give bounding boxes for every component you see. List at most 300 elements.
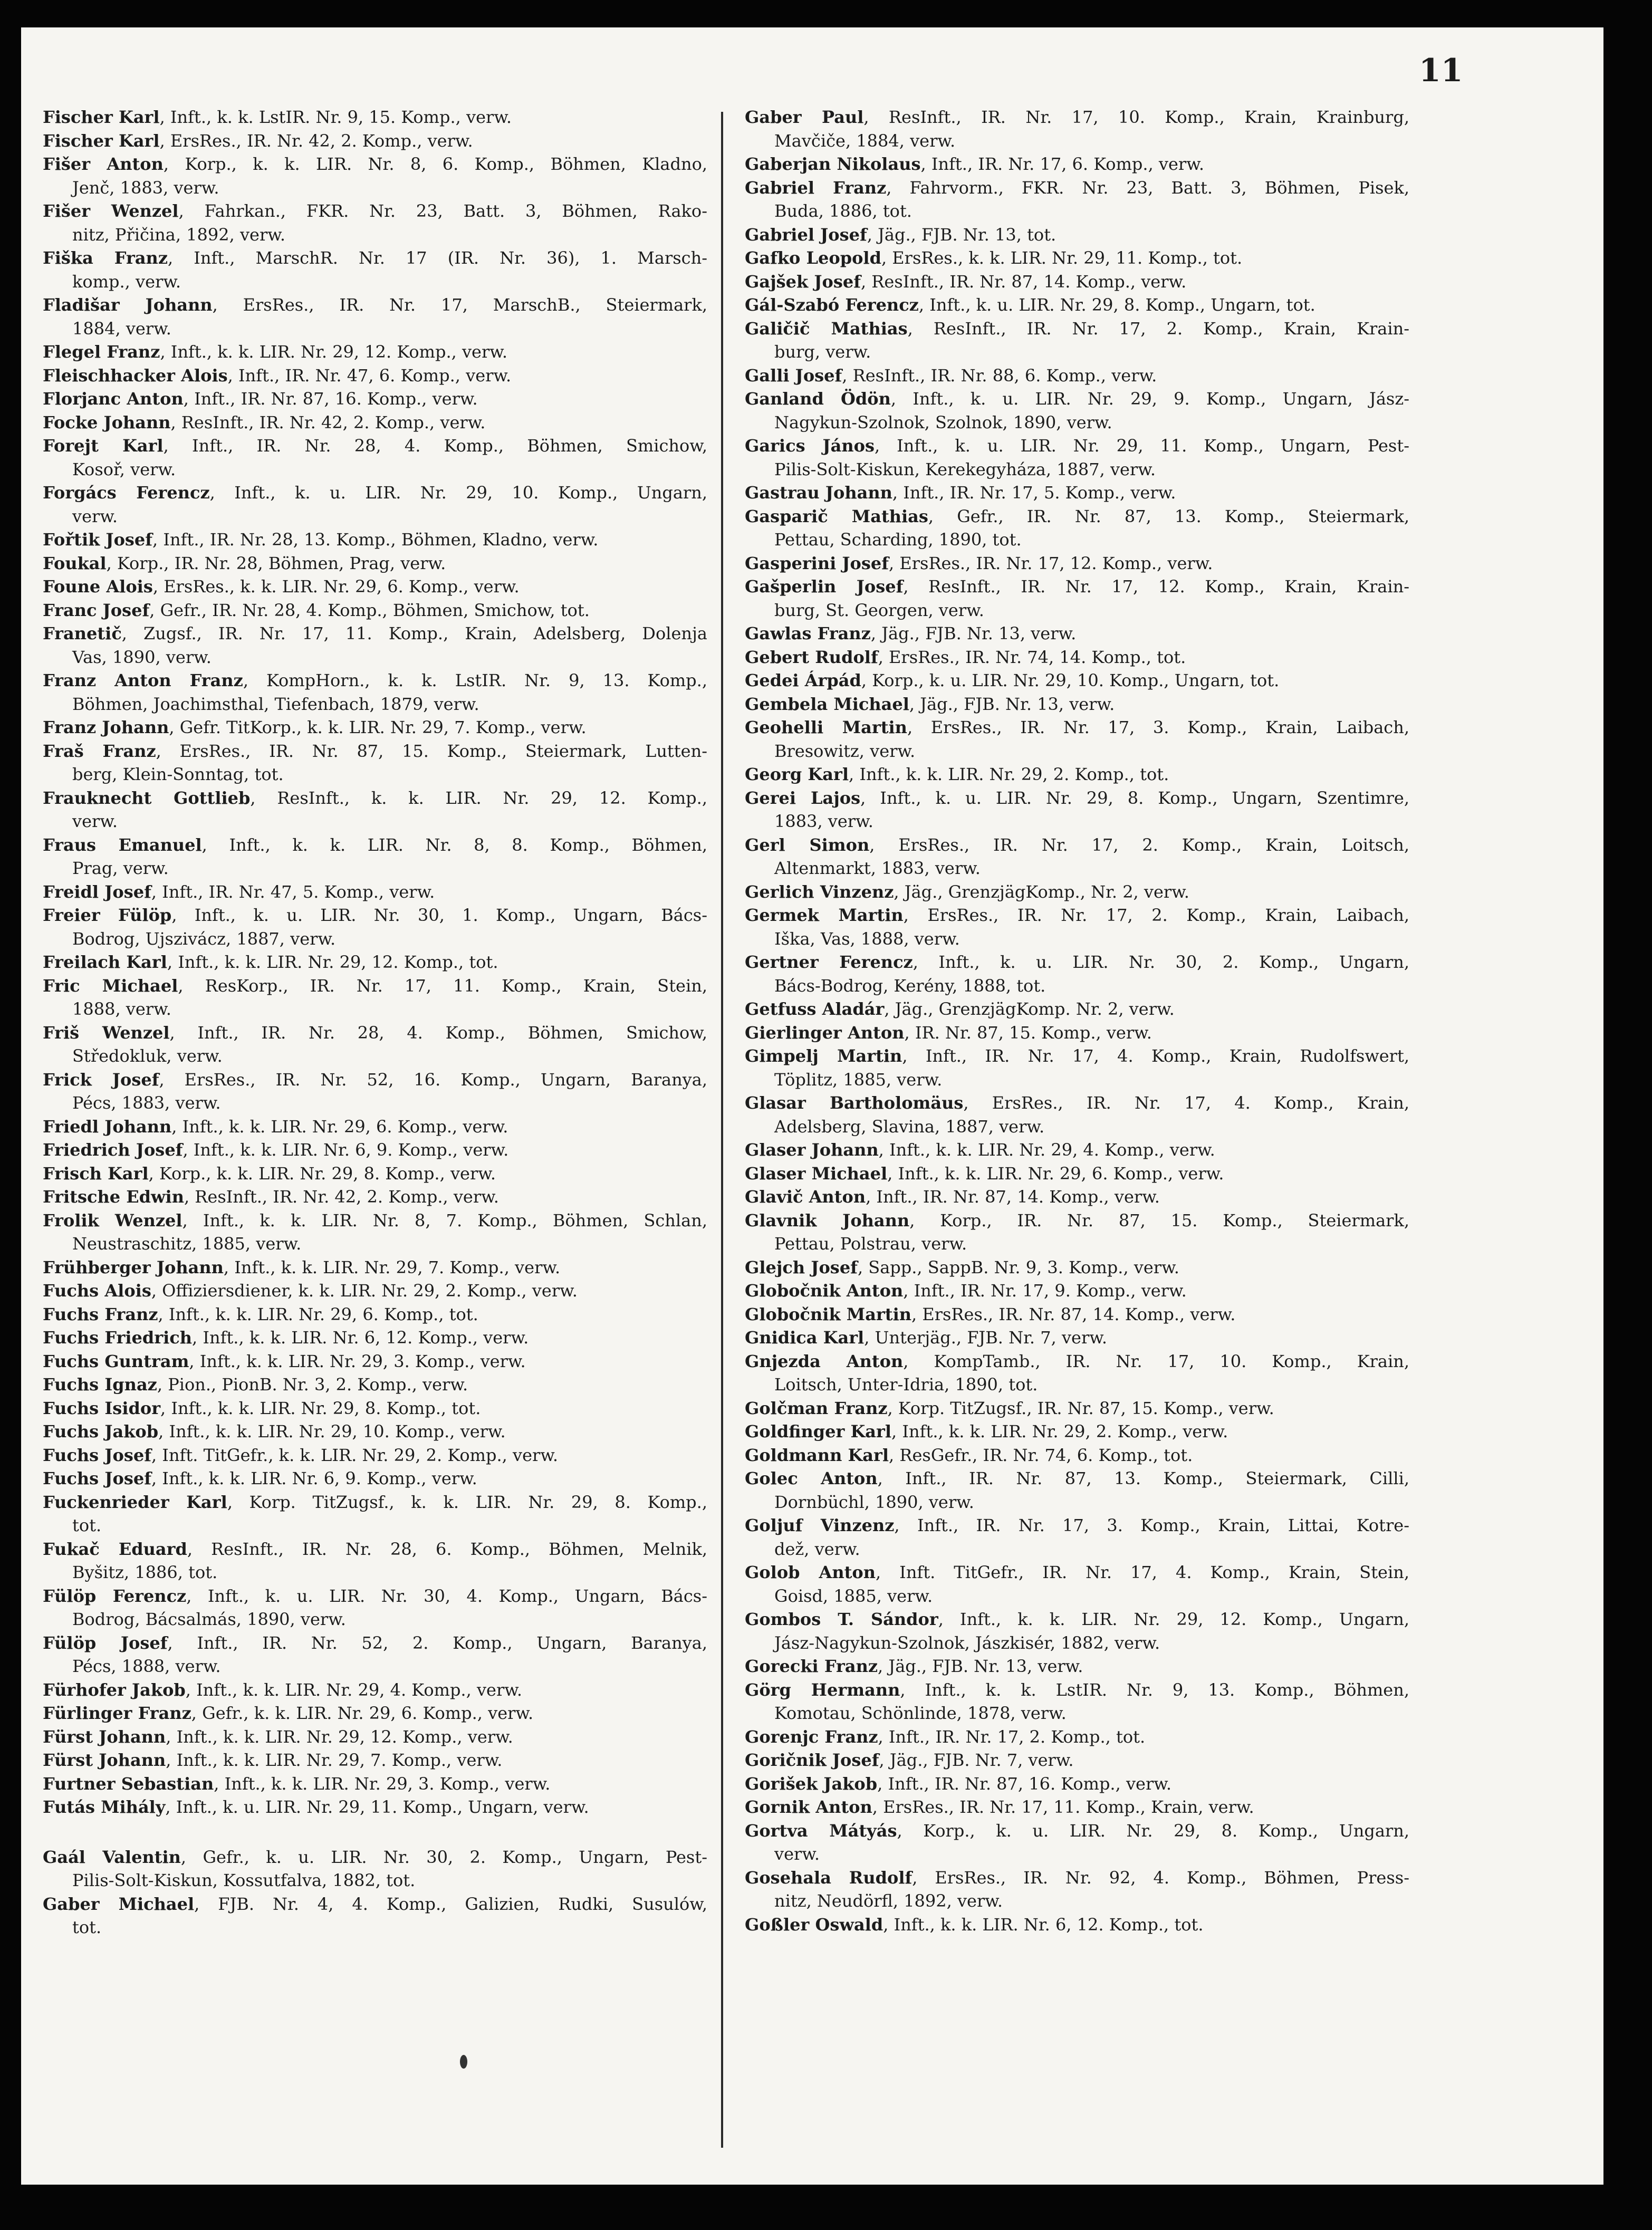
entry-line: Fürhofer Jakob, Inft., k. k. LIR. Nr. 29, 4. Komp., verw. [43, 1679, 523, 1700]
register-entry [43, 434, 707, 481]
entry-name: Getfuss Aladár [745, 999, 885, 1019]
entry-name: Gertner Ferencz [745, 952, 913, 972]
register-entry [745, 1138, 1409, 1162]
entry-name: Foukal [43, 553, 107, 573]
register-entry [43, 1162, 707, 1186]
entry-line: Freidl Josef, Inft., IR. Nr. 47, 5. Komp., verw. [43, 881, 435, 902]
register-entry [43, 669, 707, 716]
entry-line: Glaser Michael, Inft., k. k. LIR. Nr. 29, 6. Komp., verw. [745, 1163, 1224, 1184]
entry-name: Glasar Bartholomäus [745, 1093, 964, 1113]
entry-name: Fraus Emanuel [43, 834, 202, 855]
register-entry [745, 387, 1409, 434]
entry-line: Gawlas Franz, Jäg., FJB. Nr. 13, verw. [745, 623, 1077, 643]
entry-name: Glaser Michael [745, 1163, 888, 1184]
entry-name: Gortva Mátyás [745, 1820, 897, 1841]
register-entry [43, 716, 707, 739]
entry-name: Gosehala Rudolf [745, 1867, 913, 1888]
entry-line: Fuchs Franz, Inft., k. k. LIR. Nr. 29, 6. Komp., tot. [43, 1304, 478, 1324]
register-entry [745, 1772, 1409, 1796]
entry-name: Glavič Anton [745, 1187, 866, 1207]
register-entry [745, 434, 1409, 481]
register-entry [43, 152, 707, 199]
register-entry [43, 1795, 707, 1819]
register-entry [43, 552, 707, 575]
ink-mark [460, 2055, 467, 2069]
register-entry [745, 1514, 1409, 1561]
register-entry [745, 1655, 1409, 1678]
entry-line: Friedl Johann, Inft., k. k. LIR. Nr. 29, 6. Komp., verw. [43, 1116, 508, 1137]
entry-name: Fritsche Edwin [43, 1187, 184, 1207]
entry-continuation-line: Bodrog, Bácsalmás, 1890, verw. [72, 1609, 346, 1629]
register-entry [43, 1209, 707, 1256]
entry-line: Fuchs Friedrich, Inft., k. k. LIR. Nr. 6, 12. Komp., verw. [43, 1328, 529, 1348]
entry-line: Flegel Franz, Inft., k. k. LIR. Nr. 29, 12. Komp., verw. [43, 342, 508, 362]
entry-name: Franc Josef [43, 600, 150, 620]
entry-name: Gnidica Karl [745, 1328, 865, 1348]
entry-line: Gedei Árpád, Korp., k. u. LIR. Nr. 29, 10. Komp., Ungarn, tot. [745, 670, 1280, 690]
register-entry [745, 1279, 1409, 1303]
entry-name: Freidl Josef [43, 881, 151, 902]
entry-name: Globočnik Martin [745, 1304, 911, 1324]
entry-name: Fleischhacker Alois [43, 365, 228, 386]
entry-name: Gedei Árpád [745, 670, 861, 690]
entry-continuation-line: Pettau, Polstrau, verw. [774, 1234, 967, 1254]
entry-line: Fiška Franz, Inft., MarschR. Nr. 17 (IR. Nr. 36), 1. Marsch- [43, 248, 707, 268]
entry-continuation-line: Kosoř, verw. [72, 459, 176, 479]
entry-name: Gerei Lajos [745, 787, 861, 808]
entry-continuation-line: 1883, verw. [774, 811, 873, 831]
register-entry [745, 481, 1409, 505]
entry-continuation-line: Bács-Bodrog, Kerény, 1888, tot. [774, 975, 1046, 996]
entry-continuation-line: Jenč, 1883, verw. [72, 177, 219, 198]
register-entry [745, 270, 1409, 294]
register-entry [745, 1913, 1409, 1937]
section-gap [43, 1819, 707, 1845]
entry-continuation-line: Bodrog, Ujszivácz, 1887, verw. [72, 928, 336, 949]
register-entry [745, 1608, 1409, 1655]
entry-continuation-line: dež, verw. [774, 1539, 860, 1559]
entry-continuation-line: 1888, verw. [72, 999, 171, 1019]
entry-line: Frick Josef, ErsRes., IR. Nr. 52, 16. Komp., Ungarn, Baranya, [43, 1069, 707, 1090]
entry-line: Fuchs Alois, Offiziersdiener, k. k. LIR. Nr. 29, 2. Komp., verw. [43, 1281, 578, 1301]
register-entry [43, 199, 707, 246]
entry-line: Goljuf Vinzenz, Inft., IR. Nr. 17, 3. Komp., Krain, Littai, Kotre- [745, 1515, 1409, 1535]
entry-continuation-line: Pécs, 1888, verw. [72, 1656, 221, 1676]
entry-continuation-line: komp., verw. [72, 271, 181, 292]
entry-line: Friedrich Josef, Inft., k. k. LIR. Nr. 6, 9. Komp., verw. [43, 1140, 509, 1160]
entry-line: Gorecki Franz, Jäg., FJB. Nr. 13, verw. [745, 1656, 1083, 1676]
entry-line: Gerlich Vinzenz, Jäg., GrenzjägKomp., Nr. 2, verw. [745, 881, 1189, 902]
entry-line: Gál-Szabó Ferencz, Inft., k. u. LIR. Nr. 29, 8. Komp., Ungarn, tot. [745, 295, 1315, 315]
entry-line: Frühberger Johann, Inft., k. k. LIR. Nr. 29, 7. Komp., verw. [43, 1257, 561, 1277]
entry-line: Gosehala Rudolf, ErsRes., IR. Nr. 92, 4. Komp., Böhmen, Press- [745, 1867, 1409, 1888]
register-entry [43, 1397, 707, 1420]
entry-continuation-line: Komotau, Schönlinde, 1878, verw. [774, 1703, 1067, 1723]
entry-name: Goldmann Karl [745, 1445, 889, 1465]
entry-line: Galičič Mathias, ResInft., IR. Nr. 17, 2. Komp., Krain, Krain- [745, 318, 1409, 339]
entry-continuation-line: Goisd, 1885, verw. [774, 1585, 933, 1606]
entry-name: Gorecki Franz [745, 1656, 878, 1676]
entry-line: Galli Josef, ResInft., IR. Nr. 88, 6. Komp., verw. [745, 365, 1157, 386]
entry-name: Fürhofer Jakob [43, 1679, 186, 1700]
register-entry [43, 1845, 707, 1892]
entry-name: Gimpelj Martin [745, 1046, 902, 1066]
left-column [43, 105, 707, 1939]
entry-name: Friedrich Josef [43, 1140, 183, 1160]
register-entry [745, 1326, 1409, 1350]
register-entry [745, 763, 1409, 786]
entry-continuation-line: Mavčiče, 1884, verw. [774, 130, 956, 151]
entry-name: Focke Johann [43, 412, 171, 432]
entry-line: Freilach Karl, Inft., k. k. LIR. Nr. 29, 12. Komp., tot. [43, 952, 498, 972]
entry-line: Fülöp Josef, Inft., IR. Nr. 52, 2. Komp., Ungarn, Baranya, [43, 1632, 707, 1653]
entry-name: Gál-Szabó Ferencz [745, 295, 919, 315]
entry-line: Fořtik Josef, Inft., IR. Nr. 28, 13. Komp., Böhmen, Kladno, verw. [43, 530, 599, 550]
entry-name: Golob Anton [745, 1562, 876, 1582]
register-entry [43, 1892, 707, 1939]
entry-line: Gaál Valentin, Gefr., k. u. LIR. Nr. 30, 2. Komp., Ungarn, Pest- [43, 1847, 707, 1867]
entry-name: Germek Martin [745, 905, 904, 925]
entry-name: Gaber Paul [745, 107, 864, 127]
column-divider [721, 112, 723, 2148]
register-entry [745, 1795, 1409, 1819]
register-entry [745, 293, 1409, 317]
register-entry [745, 1678, 1409, 1725]
entry-name: Friedl Johann [43, 1116, 172, 1137]
entry-continuation-line: Adelsberg, Slavina, 1887, verw. [774, 1116, 1045, 1137]
entry-name: Gaberjan Nikolaus [745, 154, 921, 174]
register-entry [43, 622, 707, 669]
entry-continuation-line: Pilis-Solt-Kiskun, Kossutfalva, 1882, tot. [72, 1870, 416, 1890]
entry-name: Franetič [43, 623, 122, 643]
entry-name: Garics János [745, 436, 875, 456]
entry-line: Globočnik Anton, Inft., IR. Nr. 17, 9. Komp., verw. [745, 1281, 1187, 1301]
register-entry [43, 1748, 707, 1772]
entry-continuation-line: burg, verw. [774, 342, 871, 362]
register-entry [43, 1772, 707, 1796]
register-entry [43, 950, 707, 974]
register-entry [745, 1162, 1409, 1186]
register-entry [745, 505, 1409, 552]
entry-name: Geohelli Martin [745, 717, 907, 737]
entry-line: Fischer Karl, ErsRes., IR. Nr. 42, 2. Komp., verw. [43, 130, 473, 151]
register-entry [43, 105, 707, 129]
entry-line: Gastrau Johann, Inft., IR. Nr. 17, 5. Komp., verw. [745, 483, 1176, 503]
entry-name: Georg Karl [745, 764, 849, 784]
page-number: 11 [1419, 52, 1463, 89]
entry-line: Gierlinger Anton, IR. Nr. 87, 15. Komp., verw. [745, 1022, 1152, 1043]
entry-continuation-line: Jász-Nagykun-Szolnok, Jászkisér, 1882, verw. [774, 1632, 1160, 1653]
entry-line: Foukal, Korp., IR. Nr. 28, Böhmen, Prag, verw. [43, 553, 446, 573]
entry-line: Franz Anton Franz, KompHorn., k. k. LstIR. Nr. 9, 13. Komp., [43, 670, 707, 690]
register-entry [43, 246, 707, 293]
register-entry [745, 997, 1409, 1021]
register-entry [43, 1537, 707, 1584]
entry-line: Forgács Ferencz, Inft., k. u. LIR. Nr. 29, 10. Komp., Ungarn, [43, 483, 707, 503]
entry-name: Fišer Anton [43, 154, 164, 174]
entry-line: Gasperini Josef, ErsRes., IR. Nr. 17, 12. Komp., verw. [745, 553, 1213, 573]
entry-line: Fuchs Josef, Inft., k. k. LIR. Nr. 6, 9. Komp., verw. [43, 1468, 477, 1488]
entry-line: Gombos T. Sándor, Inft., k. k. LIR. Nr. 29, 12. Komp., Ungarn, [745, 1609, 1409, 1629]
register-entry [43, 1725, 707, 1749]
entry-line: Fürlinger Franz, Gefr., k. k. LIR. Nr. 29, 6. Komp., verw. [43, 1703, 534, 1723]
entry-name: Fuchs Franz [43, 1304, 158, 1324]
entry-name: Glaser Johann [745, 1140, 879, 1160]
entry-name: Gaber Michael [43, 1893, 195, 1914]
entry-name: Franz Anton Franz [43, 670, 243, 690]
entry-name: Ganland Ödön [745, 389, 891, 409]
entry-line: Fritsche Edwin, ResInft., IR. Nr. 42, 2. Komp., verw. [43, 1187, 499, 1207]
entry-continuation-line: verw. [72, 506, 118, 526]
entry-line: Forejt Karl, Inft., IR. Nr. 28, 4. Komp., Böhmen, Smichow, [43, 436, 707, 456]
entry-continuation-line: Prag, verw. [72, 858, 169, 878]
entry-continuation-line: Středokluk, verw. [72, 1046, 223, 1066]
entry-name: Globočnik Anton [745, 1281, 904, 1301]
entry-line: Glavnik Johann, Korp., IR. Nr. 87, 15. Komp., Steiermark, [745, 1210, 1409, 1231]
entry-line: Gorenjc Franz, Inft., IR. Nr. 17, 2. Komp., tot. [745, 1726, 1146, 1747]
entry-continuation-line: 1884, verw. [72, 318, 171, 339]
entry-name: Furtner Sebastian [43, 1773, 214, 1794]
entry-line: Gašperlin Josef, ResInft., IR. Nr. 17, 12. Komp., Krain, Krain- [745, 576, 1409, 597]
entry-line: Gerei Lajos, Inft., k. u. LIR. Nr. 29, 8. Komp., Ungarn, Szentimre, [745, 787, 1409, 808]
register-entry [43, 411, 707, 435]
register-entry [43, 1467, 707, 1491]
entry-line: Fuckenrieder Karl, Korp. TitZugsf., k. k. LIR. Nr. 29, 8. Komp., [43, 1492, 707, 1512]
entry-line: Fukač Eduard, ResInft., IR. Nr. 28, 6. Komp., Böhmen, Melnik, [43, 1539, 707, 1559]
entry-continuation-line: Vas, 1890, verw. [72, 647, 212, 667]
entry-line: Gaber Michael, FJB. Nr. 4, 4. Komp., Galizien, Rudki, Susulów, [43, 1893, 707, 1914]
entry-name: Gorenjc Franz [745, 1726, 878, 1747]
entry-line: Goldfinger Karl, Inft., k. k. LIR. Nr. 29, 2. Komp., verw. [745, 1421, 1228, 1441]
entry-name: Gastrau Johann [745, 483, 892, 503]
entry-name: Fülöp Josef [43, 1632, 168, 1653]
entry-continuation-line: Nagykun-Szolnok, Szolnok, 1890, verw. [774, 412, 1112, 432]
entry-line: Fleischhacker Alois, Inft., IR. Nr. 47, 6. Komp., verw. [43, 365, 512, 386]
entry-name: Fürst Johann [43, 1726, 166, 1747]
register-entry [745, 152, 1409, 176]
entry-name: Florjanc Anton [43, 389, 184, 409]
entry-name: Frolik Wenzel [43, 1210, 183, 1231]
entry-line: Fuchs Jakob, Inft., k. k. LIR. Nr. 29, 10. Komp., verw. [43, 1421, 506, 1441]
entry-line: Germek Martin, ErsRes., IR. Nr. 17, 2. Komp., Krain, Laibach, [745, 905, 1409, 925]
entry-name: Fladišar Johann [43, 295, 213, 315]
entry-name: Foune Alois [43, 576, 153, 597]
entry-name: Goldfinger Karl [745, 1421, 892, 1441]
entry-line: Globočnik Martin, ErsRes., IR. Nr. 87, 14. Komp., verw. [745, 1304, 1236, 1324]
entry-name: Gasperini Josef [745, 553, 889, 573]
entry-name: Gašperlin Josef [745, 576, 904, 597]
register-entry [43, 974, 707, 1021]
entry-line: Fišer Wenzel, Fahrkan., FKR. Nr. 23, Batt. 3, Böhmen, Rako- [43, 201, 707, 221]
register-entry [745, 552, 1409, 575]
register-entry [745, 693, 1409, 716]
entry-line: Gembela Michael, Jäg., FJB. Nr. 13, verw. [745, 694, 1115, 714]
entry-continuation-line: verw. [72, 811, 118, 831]
entry-line: Fraš Franz, ErsRes., IR. Nr. 87, 15. Komp., Steiermark, Lutten- [43, 741, 707, 761]
entry-line: Glavič Anton, Inft., IR. Nr. 87, 14. Komp., verw. [745, 1187, 1160, 1207]
entry-line: Gimpelj Martin, Inft., IR. Nr. 17, 4. Komp., Krain, Rudolfswert, [745, 1046, 1409, 1066]
entry-name: Fuchs Josef [43, 1468, 151, 1488]
register-entry [43, 739, 707, 786]
register-entry [745, 786, 1409, 833]
entry-name: Gabriel Franz [745, 177, 887, 198]
entry-line: Gnjezda Anton, KompTamb., IR. Nr. 17, 10. Komp., Krain, [745, 1351, 1409, 1371]
register-entry [43, 880, 707, 904]
entry-line: Golec Anton, Inft., IR. Nr. 87, 13. Komp., Steiermark, Cilli, [745, 1468, 1409, 1488]
entry-continuation-line: Buda, 1886, tot. [774, 201, 912, 221]
entry-line: Freier Fülöp, Inft., k. u. LIR. Nr. 30, 1. Komp., Ungarn, Bács- [43, 905, 707, 925]
register-entry [745, 1209, 1409, 1256]
register-entry [745, 1185, 1409, 1209]
entry-name: Gerlich Vinzenz [745, 881, 894, 902]
entry-name: Freilach Karl [43, 952, 167, 972]
entry-name: Fürst Johann [43, 1750, 166, 1770]
register-entry [745, 223, 1409, 247]
entry-continuation-line: tot. [72, 1515, 102, 1535]
entry-name: Frisch Karl [43, 1163, 149, 1184]
register-entry [745, 1748, 1409, 1772]
entry-line: Gertner Ferencz, Inft., k. u. LIR. Nr. 30, 2. Komp., Ungarn, [745, 952, 1409, 972]
entry-line: Georg Karl, Inft., k. k. LIR. Nr. 29, 2. Komp., tot. [745, 764, 1169, 784]
register-entry [43, 1678, 707, 1702]
register-entry [745, 1256, 1409, 1280]
register-entry [43, 599, 707, 622]
register-entry [43, 1068, 707, 1115]
register-entry [745, 1420, 1409, 1444]
register-entry [43, 1373, 707, 1397]
entry-name: Golec Anton [745, 1468, 878, 1488]
entry-name: Fuchs Josef [43, 1445, 151, 1465]
register-entry [745, 1091, 1409, 1138]
entry-line: Frolik Wenzel, Inft., k. k. LIR. Nr. 8, 7. Komp., Böhmen, Schlan, [43, 1210, 707, 1231]
entry-continuation-line: Byšitz, 1886, tot. [72, 1562, 218, 1582]
entry-name: Glavnik Johann [745, 1210, 910, 1231]
entry-name: Fürlinger Franz [43, 1703, 191, 1723]
entry-name: Goričnik Josef [745, 1750, 879, 1770]
entry-line: Fürst Johann, Inft., k. k. LIR. Nr. 29, 12. Komp., verw. [43, 1726, 513, 1747]
entry-name: Forejt Karl [43, 436, 164, 456]
entry-line: Fischer Karl, Inft., k. k. LstIR. Nr. 9, 15. Komp., verw. [43, 107, 512, 127]
entry-name: Gerl Simon [745, 834, 870, 855]
entry-line: Frauknecht Gottlieb, ResInft., k. k. LIR. Nr. 29, 12. Komp., [43, 787, 707, 808]
entry-name: Gnjezda Anton [745, 1351, 904, 1371]
register-entry [745, 317, 1409, 364]
entry-name: Gabriel Josef [745, 224, 867, 245]
entry-continuation-line: verw. [774, 1844, 820, 1864]
entry-name: Friš Wenzel [43, 1022, 170, 1043]
register-entry [43, 1326, 707, 1350]
entry-line: Gabriel Franz, Fahrvorm., FKR. Nr. 23, Batt. 3, Böhmen, Pisek, [745, 177, 1409, 198]
entry-name: Gorišek Jakob [745, 1773, 878, 1794]
register-entry [745, 176, 1409, 223]
register-entry [745, 903, 1409, 950]
entry-line: Fülöp Ferencz, Inft., k. u. LIR. Nr. 30, 4. Komp., Ungarn, Bács- [43, 1585, 707, 1606]
entry-name: Fric Michael [43, 975, 178, 996]
entry-line: Fuchs Guntram, Inft., k. k. LIR. Nr. 29, 3. Komp., verw. [43, 1351, 526, 1371]
entry-line: Franetič, Zugsf., IR. Nr. 17, 11. Komp., Krain, Adelsberg, Dolenja [43, 623, 707, 643]
entry-line: Fraus Emanuel, Inft., k. k. LIR. Nr. 8, 8. Komp., Böhmen, [43, 834, 707, 855]
register-entry [745, 1021, 1409, 1045]
entry-line: Glaser Johann, Inft., k. k. LIR. Nr. 29, 4. Komp., verw. [745, 1140, 1215, 1160]
register-entry [43, 1420, 707, 1444]
register-entry [43, 1303, 707, 1327]
entry-line: Glasar Bartholomäus, ErsRes., IR. Nr. 17, 4. Komp., Krain, [745, 1093, 1409, 1113]
entry-line: Florjanc Anton, Inft., IR. Nr. 87, 16. Komp., verw. [43, 389, 478, 409]
entry-name: Golčman Franz [745, 1398, 888, 1418]
register-entry [43, 1631, 707, 1678]
entry-name: Fuchs Alois [43, 1281, 151, 1301]
entry-name: Fuchs Friedrich [43, 1328, 192, 1348]
entry-name: Galli Josef [745, 365, 842, 386]
entry-line: Golob Anton, Inft. TitGefr., IR. Nr. 17, 4. Komp., Krain, Stein, [745, 1562, 1409, 1582]
entry-line: Fuchs Ignaz, Pion., PionB. Nr. 3, 2. Komp., verw. [43, 1374, 468, 1395]
entry-name: Gaál Valentin [43, 1847, 181, 1867]
register-entry [43, 1350, 707, 1373]
register-entry [43, 1702, 707, 1725]
entry-line: Gasparič Mathias, Gefr., IR. Nr. 87, 13. Komp., Steiermark, [745, 506, 1409, 526]
register-entry [43, 364, 707, 388]
register-entry [745, 646, 1409, 669]
register-entry [745, 1819, 1409, 1866]
entry-line: Franz Johann, Gefr. TitKorp., k. k. LIR. Nr. 29, 7. Komp., verw. [43, 717, 587, 737]
entry-continuation-line: Töplitz, 1885, verw. [774, 1069, 943, 1090]
entry-name: Freier Fülöp [43, 905, 172, 925]
entry-continuation-line: Loitsch, Unter-Idria, 1890, tot. [774, 1374, 1038, 1395]
register-entry [745, 105, 1409, 152]
register-entry [43, 1491, 707, 1537]
entry-name: Frühberger Johann [43, 1257, 224, 1277]
entry-line: Gafko Leopold, ErsRes., k. k. LIR. Nr. 29, 11. Komp., tot. [745, 248, 1243, 268]
entry-line: Golčman Franz, Korp. TitZugsf., IR. Nr. 87, 15. Komp., verw. [745, 1398, 1274, 1418]
entry-line: Furtner Sebastian, Inft., k. k. LIR. Nr. 29, 3. Komp., verw. [43, 1773, 551, 1794]
register-entry [745, 1044, 1409, 1091]
register-entry [745, 246, 1409, 270]
entry-name: Fišer Wenzel [43, 201, 179, 221]
entry-line: Fuchs Isidor, Inft., k. k. LIR. Nr. 29, 8. Komp., tot. [43, 1398, 481, 1418]
register-entry [745, 575, 1409, 622]
register-entry [745, 364, 1409, 388]
entry-name: Frick Josef [43, 1069, 159, 1090]
register-entry [43, 786, 707, 833]
entry-line: Gajšek Josef, ResInft., IR. Nr. 87, 14. Komp., verw. [745, 271, 1187, 292]
register-entry [43, 1115, 707, 1139]
entry-name: Görg Hermann [745, 1679, 900, 1700]
register-entry [43, 1138, 707, 1162]
register-entry [43, 1584, 707, 1631]
entry-name: Gombos T. Sándor [745, 1609, 938, 1629]
entry-name: Frauknecht Gottlieb [43, 787, 251, 808]
entry-continuation-line: Pettau, Scharding, 1890, tot. [774, 530, 1022, 550]
entry-continuation-line: nitz, Přičina, 1892, verw. [72, 224, 286, 245]
entry-name: Fischer Karl [43, 130, 160, 151]
register-entry [43, 903, 707, 950]
register-entry [43, 1256, 707, 1280]
register-entry [745, 622, 1409, 646]
entry-continuation-line: Pécs, 1883, verw. [72, 1093, 221, 1113]
register-entry [43, 833, 707, 880]
entry-continuation-line: Böhmen, Joachimsthal, Tiefenbach, 1879, verw. [72, 694, 479, 714]
entry-name: Galičič Mathias [745, 318, 908, 339]
entry-line: Gnidica Karl, Unterjäg., FJB. Nr. 7, verw. [745, 1328, 1108, 1348]
entry-name: Fülöp Ferencz [43, 1585, 187, 1606]
register-entry [43, 481, 707, 528]
register-entry [43, 340, 707, 364]
entry-name: Fuchs Ignaz [43, 1374, 157, 1395]
entry-line: Fišer Anton, Korp., k. k. LIR. Nr. 8, 6. Komp., Böhmen, Kladno, [43, 154, 707, 174]
register-entry [745, 1467, 1409, 1514]
entry-name: Fuchs Isidor [43, 1398, 161, 1418]
entry-name: Gajšek Josef [745, 271, 861, 292]
